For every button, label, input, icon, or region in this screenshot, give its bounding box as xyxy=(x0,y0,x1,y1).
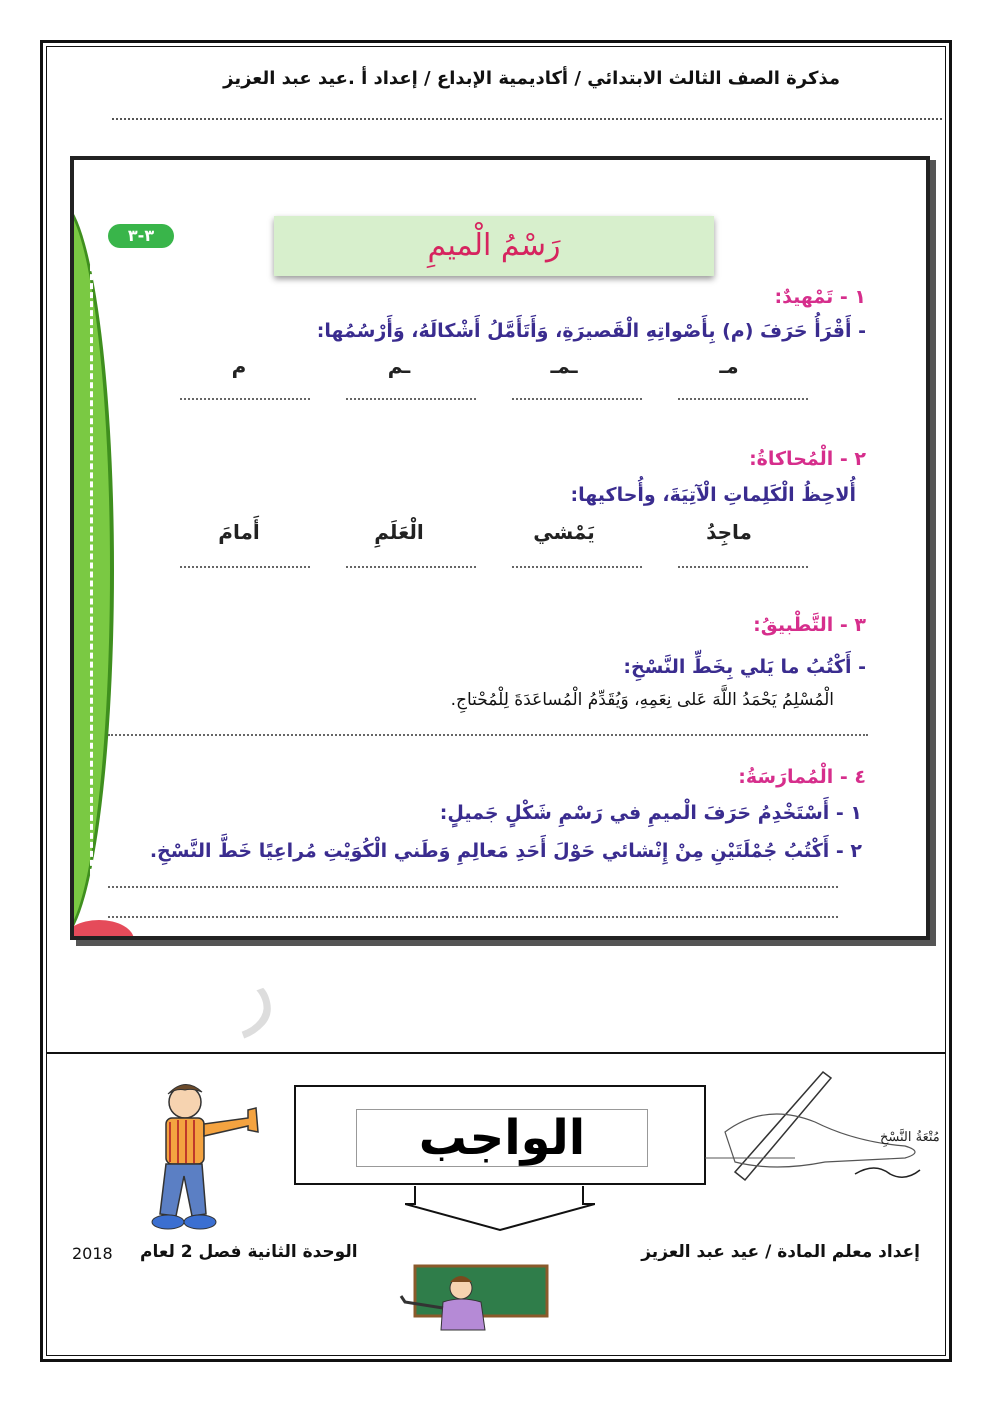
lesson-number-badge: ٣-٣ xyxy=(108,224,174,248)
word-3: الْعَلَمِ xyxy=(374,520,424,544)
writing-line[interactable] xyxy=(678,566,808,568)
writing-line[interactable] xyxy=(512,398,642,400)
section-4-line-2: ٢ - أَكْتُبُ جُمْلَتَيْنِ مِنْ إِنْشائي حَوْلَ أَحَدِ مَعالِمِ وَطَني الْكُوَيْتِ مُراعِيًا خَطَّ النَّسْخِ. xyxy=(149,840,862,862)
letter-form-2: ـمـ xyxy=(550,354,578,378)
footer-divider xyxy=(46,1052,946,1054)
letter-form-3: ـم xyxy=(387,354,411,378)
homework-label: الواجب xyxy=(356,1109,648,1167)
section-1-instruction: - أَقْرَأُ حَرَفَ (م) بِأَصْواتِهِ الْقَصيرَةِ، وَأَتَأَمَّلُ أَشْكالَهُ، وَأَرْسُمُها: xyxy=(316,320,866,342)
watermark-decoration: ﺭ xyxy=(215,936,284,1037)
section-3-instruction: - أَكْتُبُ ما يَلي بِخَطِّ النَّسْخِ: xyxy=(623,656,866,678)
word-2: يَمْشي xyxy=(533,520,595,544)
homework-box xyxy=(294,1085,706,1185)
section-2-heading: ٢ - الْمُحاكاةُ: xyxy=(749,448,866,470)
teacher-at-board-icon xyxy=(395,1262,550,1332)
writing-line[interactable] xyxy=(108,886,838,888)
writing-line[interactable] xyxy=(108,916,838,918)
lesson-panel xyxy=(70,156,930,940)
writing-line[interactable] xyxy=(512,566,642,568)
section-3-heading: ٣ - التَّطْبيقُ: xyxy=(753,614,866,636)
illustration-caption: مُتْعَةُ النَّسْخِ xyxy=(880,1130,940,1145)
word-1: ماجِدُ xyxy=(706,520,752,544)
writing-line[interactable] xyxy=(346,398,476,400)
letter-form-1: مـ xyxy=(719,354,739,378)
writing-line[interactable] xyxy=(180,398,310,400)
lesson-title: رَسْمُ الْميمِ xyxy=(274,216,714,276)
footer-prepared-by: إعداد معلم المادة / عيد عبد العزيز xyxy=(641,1242,920,1262)
leaf-vein xyxy=(70,220,93,920)
arrow-down-icon xyxy=(405,1184,595,1234)
section-1-heading: ١ - تَمْهيدٌ: xyxy=(774,286,866,308)
section-4-line-1: ١ - أَسْتَخْدِمُ حَرَفَ الْميمِ في رَسْمِ شَكْلٍ جَميلٍ: xyxy=(439,802,862,824)
section-2-instruction: أُلاحِظُ الْكَلِماتِ الْآتِيَةَ، وأُحاكيها: xyxy=(570,484,856,506)
section-3-sentence: الْمُسْلِمُ يَحْمَدُ اللَّهَ عَلى نِعَمِهِ، وَيُقَدِّمُ الْمُساعَدَةَ لِلْمُحْتاجِ. xyxy=(450,690,834,710)
letter-form-4: م xyxy=(231,354,247,378)
writing-line[interactable] xyxy=(678,398,808,400)
header-title: مذكرة الصف الثالث الابتدائي / أكاديمية الإبداع / إعداد أ .عيد عبد العزيز xyxy=(223,68,840,89)
word-4: أَمامَ xyxy=(218,520,260,544)
header-dotted-line xyxy=(112,118,942,120)
tomato-decoration-icon xyxy=(70,920,134,940)
footer-unit: الوحدة الثانية فصل 2 لعام xyxy=(140,1242,358,1262)
writing-line[interactable] xyxy=(346,566,476,568)
writing-line[interactable] xyxy=(108,734,868,736)
boy-pushing-icon xyxy=(130,1080,270,1240)
writing-line[interactable] xyxy=(180,566,310,568)
section-4-heading: ٤ - الْمُمارَسَةُ: xyxy=(738,766,866,788)
hand-writing-pen-icon xyxy=(705,1062,945,1192)
footer-year: 2018 xyxy=(72,1244,113,1263)
